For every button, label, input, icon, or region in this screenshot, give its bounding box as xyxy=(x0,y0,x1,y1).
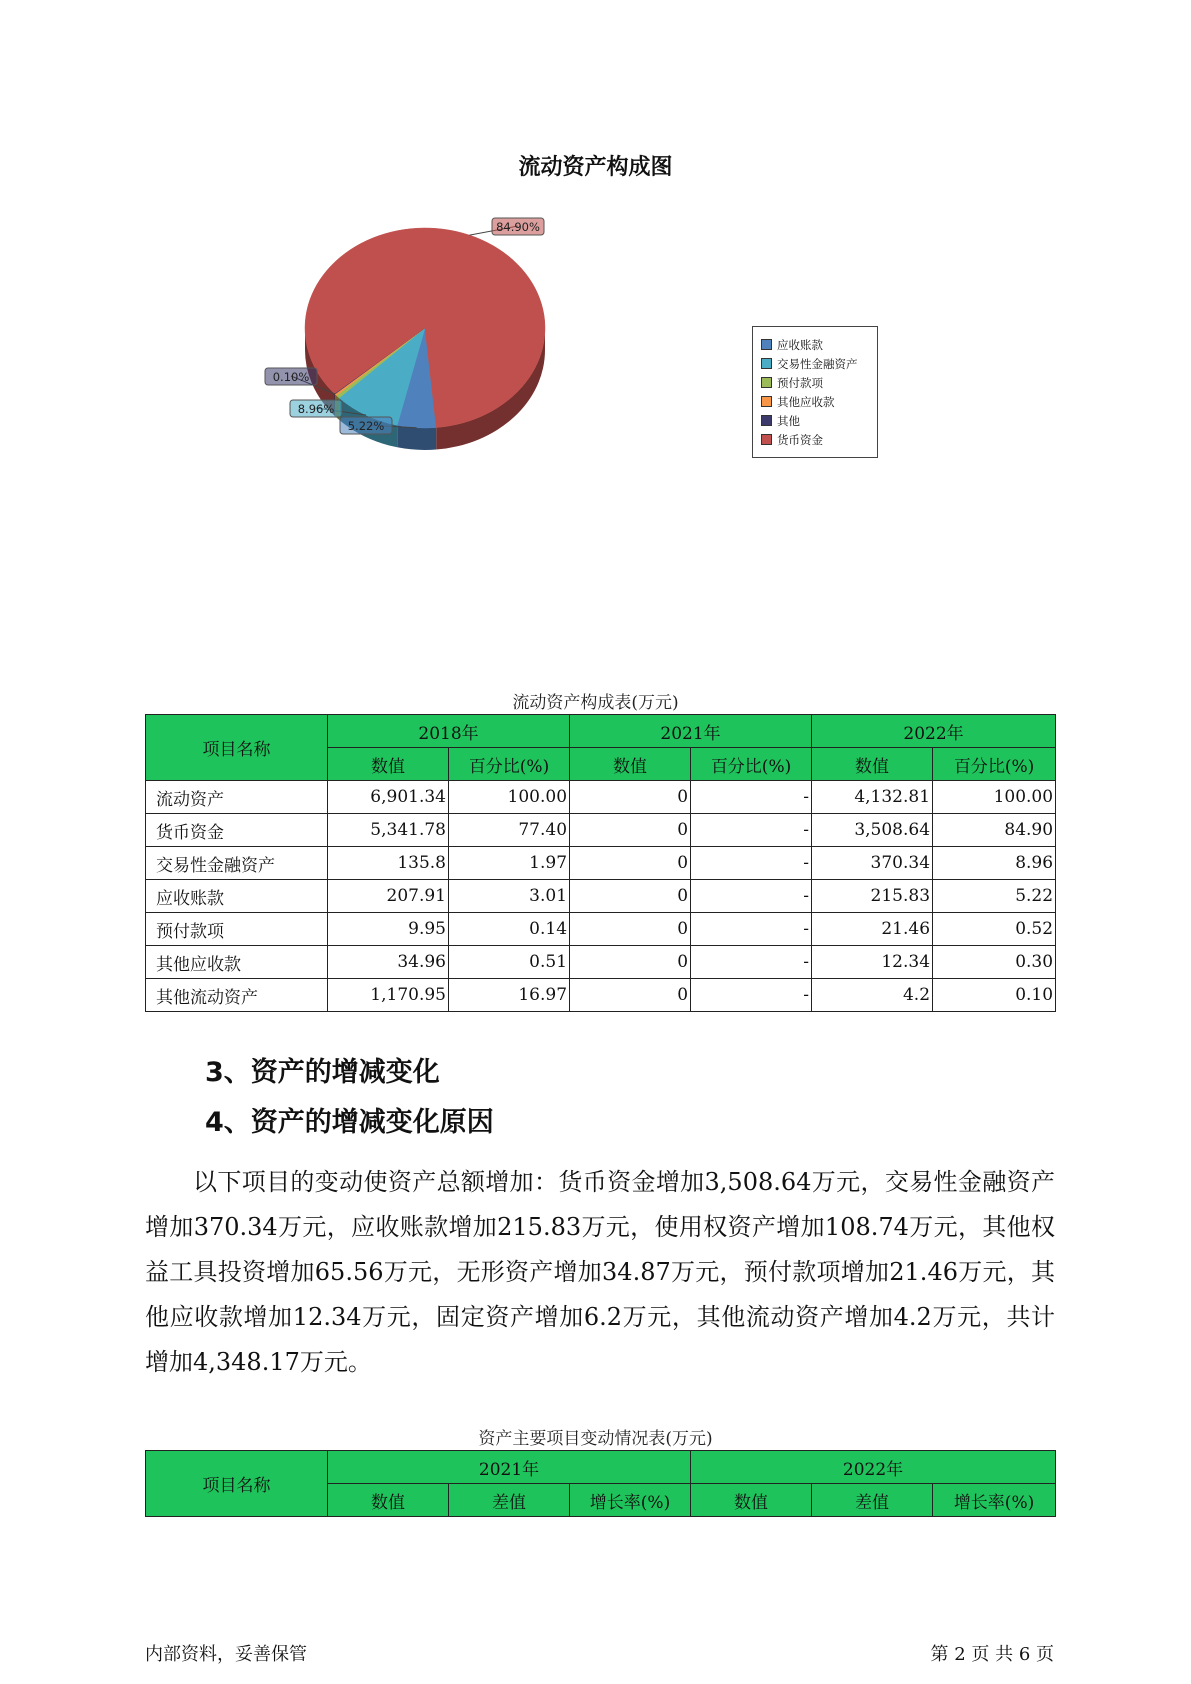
legend-item xyxy=(753,411,877,430)
table-row xyxy=(146,946,1056,979)
data-label: 5.22% xyxy=(347,419,385,433)
row-label: 应收账款 xyxy=(146,880,328,913)
table-cell: 5,341.78 xyxy=(328,814,449,847)
table-cell: 21.46 xyxy=(812,913,933,946)
table-row xyxy=(146,880,1056,913)
table-cell: 3.01 xyxy=(449,880,570,913)
table-row xyxy=(146,814,1056,847)
legend-label: 应收账款 xyxy=(777,337,823,352)
legend-swatch xyxy=(761,415,772,426)
legend-swatch xyxy=(761,396,772,407)
row-label: 货币资金 xyxy=(146,814,328,847)
legend-item xyxy=(753,373,877,392)
table2-sub-header: 增长率(%) xyxy=(570,1484,691,1517)
table-cell: 100.00 xyxy=(449,781,570,814)
table-cell: 0.10 xyxy=(933,979,1056,1012)
row-label: 其他流动资产 xyxy=(146,979,328,1012)
table-cell: 207.91 xyxy=(328,880,449,913)
table-cell: 5.22 xyxy=(933,880,1056,913)
table-cell: 0 xyxy=(570,880,691,913)
table-cell: - xyxy=(691,814,812,847)
legend-label: 其他 xyxy=(777,413,800,428)
table-cell: 9.95 xyxy=(328,913,449,946)
table2-year-header: 2022年 xyxy=(691,1451,1056,1484)
table-cell: 1,170.95 xyxy=(328,979,449,1012)
table-cell: - xyxy=(691,847,812,880)
table-cell: 1.97 xyxy=(449,847,570,880)
legend-label: 预付款项 xyxy=(777,375,823,390)
row-label: 其他应收款 xyxy=(146,946,328,979)
section-heading-4: 4、资产的增减变化原因 xyxy=(205,1107,494,1138)
row-label: 流动资产 xyxy=(146,781,328,814)
table-cell: 12.34 xyxy=(812,946,933,979)
chart-title: 流动资产构成图 xyxy=(518,155,673,180)
table2-name-header: 项目名称 xyxy=(146,1451,328,1517)
section-heading-3: 3、资产的增减变化 xyxy=(205,1057,440,1088)
table-cell: - xyxy=(691,781,812,814)
table1-year-header: 2022年 xyxy=(812,715,1056,748)
table2-sub-header: 差值 xyxy=(812,1484,933,1517)
table-cell: 215.83 xyxy=(812,880,933,913)
data-label: 8.96% xyxy=(297,402,335,416)
pie-chart xyxy=(230,210,630,470)
pie-slice-side xyxy=(397,425,436,450)
chart-legend xyxy=(752,326,878,458)
table-cell: 0 xyxy=(570,847,691,880)
table-cell: - xyxy=(691,880,812,913)
table-cell: 6,901.34 xyxy=(328,781,449,814)
table-cell: 0 xyxy=(570,913,691,946)
asset-change-table xyxy=(145,1450,1056,1517)
table-cell: 3,508.64 xyxy=(812,814,933,847)
table-cell: 4,132.81 xyxy=(812,781,933,814)
table-row xyxy=(146,913,1056,946)
table-cell: 370.34 xyxy=(812,847,933,880)
table1-sub-header: 百分比(%) xyxy=(449,748,570,781)
legend-swatch xyxy=(761,377,772,388)
table2-sub-header: 数值 xyxy=(691,1484,812,1517)
table1-year-header: 2018年 xyxy=(328,715,570,748)
legend-item xyxy=(753,335,877,354)
table1-year-header: 2021年 xyxy=(570,715,812,748)
table1-sub-header: 百分比(%) xyxy=(933,748,1056,781)
table2-sub-header: 差值 xyxy=(449,1484,570,1517)
table-row xyxy=(146,979,1056,1012)
table-cell: 100.00 xyxy=(933,781,1056,814)
table1-sub-header: 数值 xyxy=(328,748,449,781)
row-label: 预付款项 xyxy=(146,913,328,946)
legend-swatch xyxy=(761,339,772,350)
table1-name-header: 项目名称 xyxy=(146,715,328,781)
table-cell: - xyxy=(691,979,812,1012)
legend-item xyxy=(753,392,877,411)
legend-item xyxy=(753,354,877,373)
legend-label: 交易性金融资产 xyxy=(777,356,858,371)
table2-sub-header: 数值 xyxy=(328,1484,449,1517)
table-cell: 0.30 xyxy=(933,946,1056,979)
table-cell: 0 xyxy=(570,979,691,1012)
row-label: 交易性金融资产 xyxy=(146,847,328,880)
current-assets-table xyxy=(145,714,1056,1012)
table-cell: 0 xyxy=(570,814,691,847)
table1-caption: 流动资产构成表(万元) xyxy=(512,693,679,713)
data-label: 84.90% xyxy=(496,220,540,234)
table-cell: 4.2 xyxy=(812,979,933,1012)
table-cell: 0.52 xyxy=(933,913,1056,946)
legend-label: 货币资金 xyxy=(777,432,823,447)
legend-swatch xyxy=(761,434,772,445)
body-paragraph: 以下项目的变动使资产总额增加：货币资金增加3,508.64万元，交易性金融资产增加370.34万元，应收账款增加215.83万元，使用权资产增加108.74万元，其他权益工具投资增加65.56万元，无形资产增加34.87万元，预付款项增加21.46万元，其他应收款增加12.34万元，固定资产增加6.2万元，其他流动资产增加4.2万元，共计增加4,348.17万元。 xyxy=(145,1168,1055,1376)
legend-swatch xyxy=(761,358,772,369)
table2-caption: 资产主要项目变动情况表(万元) xyxy=(478,1429,713,1449)
footer-confidential-note: 内部资料，妥善保管 xyxy=(145,1644,307,1665)
table-cell: 0.14 xyxy=(449,913,570,946)
footer-page-number: 第 2 页 共 6 页 xyxy=(930,1644,1054,1665)
table1-sub-header: 数值 xyxy=(812,748,933,781)
table-cell: 0.51 xyxy=(449,946,570,979)
table1-sub-header: 百分比(%) xyxy=(691,748,812,781)
table2-year-header: 2021年 xyxy=(328,1451,691,1484)
legend-item xyxy=(753,430,877,449)
table-cell: 84.90 xyxy=(933,814,1056,847)
table2-sub-header: 增长率(%) xyxy=(933,1484,1056,1517)
table-cell: - xyxy=(691,946,812,979)
table-cell: 8.96 xyxy=(933,847,1056,880)
table-row xyxy=(146,781,1056,814)
table-row xyxy=(146,847,1056,880)
table-cell: 0 xyxy=(570,946,691,979)
table-cell: 34.96 xyxy=(328,946,449,979)
table-cell: 16.97 xyxy=(449,979,570,1012)
table-cell: - xyxy=(691,913,812,946)
table-cell: 0 xyxy=(570,781,691,814)
table-cell: 77.40 xyxy=(449,814,570,847)
table-cell: 135.8 xyxy=(328,847,449,880)
data-label: 0.10% xyxy=(272,370,310,384)
table1-sub-header: 数值 xyxy=(570,748,691,781)
legend-label: 其他应收款 xyxy=(777,394,835,409)
